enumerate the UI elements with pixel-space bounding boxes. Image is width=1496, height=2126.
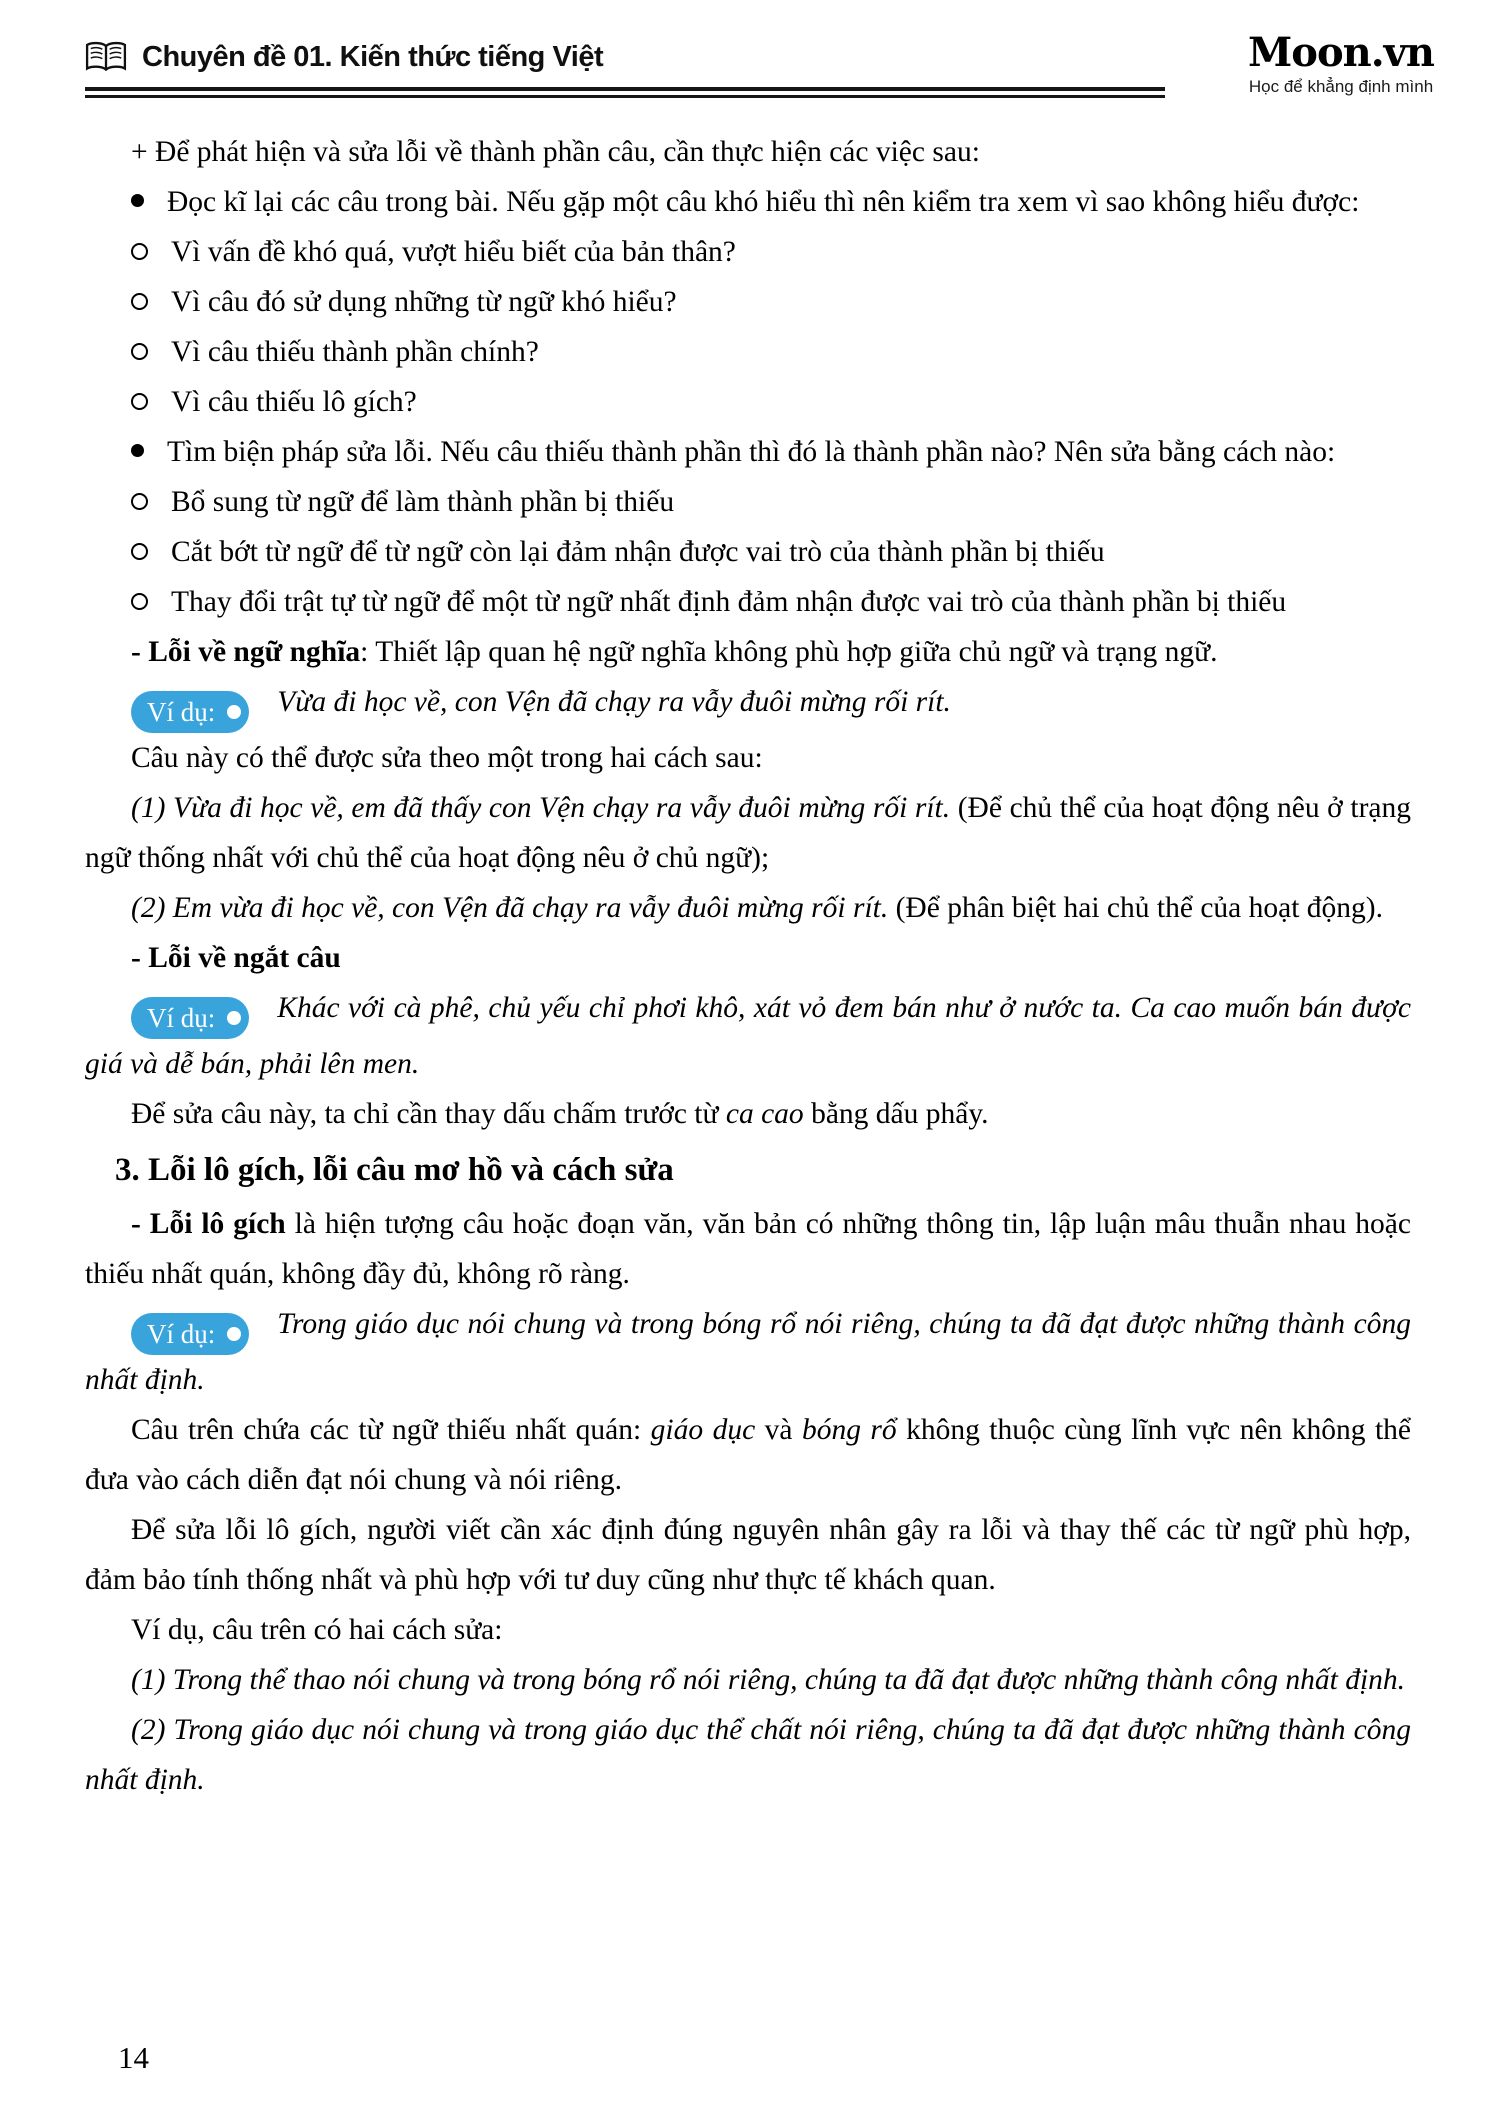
example-badge-label: Ví dụ: <box>147 1319 216 1349</box>
paragraph-text: bằng dấu phẩy. <box>803 1098 989 1130</box>
fix-sentence: (1) Trong thể thao nói chung và trong bóng rổ nói riêng, chúng ta đã đạt được những thành công nhất định. <box>131 1664 1406 1696</box>
definition-term: - Lỗi lô gích <box>131 1208 286 1240</box>
paragraph-text: Vì câu đó sử dụng những từ ngữ khó hiểu? <box>171 286 677 318</box>
example-badge <box>131 691 249 733</box>
circle-bullet-icon <box>131 343 148 360</box>
body-paragraph <box>85 1705 1411 1805</box>
example-text: Khác với cà phê, chủ yếu chỉ phơi khô, xát vỏ đem bán như ở nước ta. Ca cao muốn bán được giá và dễ bán, phải lên men. <box>85 992 1411 1080</box>
body-paragraph <box>85 1089 1411 1139</box>
definition-paragraph <box>85 933 1411 983</box>
fix-sentence: (2) Em vừa đi học về, con Vện đã chạy ra vẫy đuôi mừng rối rít. <box>131 892 889 924</box>
sub-bullet-item <box>85 577 1411 627</box>
paragraph-text: Đọc kĩ lại các câu trong bài. Nếu gặp một câu khó hiểu thì nên kiểm tra xem vì sao không hiểu được: <box>167 186 1360 218</box>
page-header <box>85 29 1434 98</box>
emphasized-term: ca cao <box>725 1098 804 1130</box>
circle-bullet-icon <box>131 243 148 260</box>
paragraph-text: Vì vấn đề khó quá, vượt hiểu biết của bản thân? <box>171 236 736 268</box>
paragraph-text: Tìm biện pháp sửa lỗi. Nếu câu thiếu thành phần thì đó là thành phần nào? Nên sửa bằng cách nào: <box>167 436 1336 468</box>
sub-bullet-item <box>85 377 1411 427</box>
paragraph-text: Ví dụ, câu trên có hai cách sửa: <box>131 1614 503 1646</box>
paragraph-text: Cắt bớt từ ngữ để từ ngữ còn lại đảm nhận được vai trò của thành phần bị thiếu <box>171 536 1105 568</box>
paragraph-text: Vì câu thiếu lô gích? <box>171 386 417 418</box>
example-badge-label: Ví dụ: <box>147 1003 216 1033</box>
section-heading <box>85 1142 1411 1198</box>
bullet-icon <box>131 444 144 457</box>
brand-logo <box>1248 29 1434 97</box>
open-book-icon <box>85 40 127 74</box>
logo-text: Moon.vn <box>1248 29 1434 76</box>
paragraph-text: + Để phát hiện và sửa lỗi về thành phần câu, cần thực hiện các việc sau: <box>131 136 980 168</box>
emphasized-term: bóng rổ <box>801 1414 897 1446</box>
definition-paragraph <box>85 627 1411 677</box>
example-badge <box>131 997 249 1039</box>
intro-paragraph <box>85 127 1411 177</box>
header-divider <box>85 87 1165 98</box>
emphasized-term: giáo dục <box>650 1414 756 1446</box>
paragraph-text: là hiện tượng câu hoặc đoạn văn, văn bản có những thông tin, lập luận mâu thuẫn nhau hoặc thiếu nhất quán, không đầy đủ, không rõ ràng. <box>85 1208 1411 1290</box>
example-text: Trong giáo dục nói chung và trong bóng rổ nói riêng, chúng ta đã đạt được những thành công nhất định. <box>85 1308 1411 1396</box>
example-text: Vừa đi học về, con Vện đã chạy ra vẫy đuôi mừng rối rít. <box>277 686 951 718</box>
paragraph-text: không thuộc cùng lĩnh vực nên không thể đưa vào cách diễn đạt nói chung và nói riêng. <box>85 1414 1412 1496</box>
body-paragraph <box>85 1505 1411 1605</box>
section-heading-text: 3. Lỗi lô gích, lỗi câu mơ hồ và cách sửa <box>115 1152 674 1188</box>
body-paragraph <box>85 1405 1411 1505</box>
paragraph-text: Vì câu thiếu thành phần chính? <box>171 336 539 368</box>
circle-bullet-icon <box>131 493 148 510</box>
chapter-title: Chuyên đề 01. Kiến thức tiếng Việt <box>142 40 604 73</box>
definition-term: - Lỗi về ngữ nghĩa <box>131 636 361 668</box>
example-badge-label: Ví dụ: <box>147 697 216 727</box>
paragraph-text: (Để phân biệt hai chủ thể của hoạt động). <box>888 892 1383 924</box>
paragraph-text: Câu trên chứa các từ ngữ thiếu nhất quán: <box>131 1414 651 1446</box>
paragraph-text: (Để chủ thể của hoạt động nêu ở trạng ngữ thống nhất với chủ thể của hoạt động nêu ở chủ ngữ); <box>85 792 1411 874</box>
example-paragraph <box>85 677 1411 733</box>
badge-dot-icon <box>227 1011 241 1025</box>
sub-bullet-item <box>85 527 1411 577</box>
fix-sentence: (2) Trong giáo dục nói chung và trong giáo dục thể chất nói riêng, chúng ta đã đạt được những thành công nhất định. <box>85 1714 1411 1796</box>
chapter-header <box>85 40 1434 74</box>
page-number: 14 <box>118 2040 149 2075</box>
paragraph-text: Câu này có thể được sửa theo một trong hai cách sau: <box>131 742 763 774</box>
circle-bullet-icon <box>131 293 148 310</box>
definition-paragraph <box>85 1199 1411 1299</box>
example-badge <box>131 1313 249 1355</box>
bullet-item <box>85 177 1411 227</box>
paragraph-text: Thay đổi trật tự từ ngữ để một từ ngữ nhất định đảm nhận được vai trò của thành phần bị thiếu <box>171 586 1287 618</box>
paragraph-text: Bổ sung từ ngữ để làm thành phần bị thiếu <box>171 486 675 518</box>
paragraph-text: Để sửa lỗi lô gích, người viết cần xác định đúng nguyên nhân gây ra lỗi và thay thế các từ ngữ phù hợp, đảm bảo tính thống nhất và phù hợp với tư duy cũng như thực tế khách quan. <box>85 1514 1411 1596</box>
logo-tagline: Học để khẳng định mình <box>1248 77 1434 96</box>
paragraph-text: và <box>755 1414 802 1446</box>
example-paragraph <box>85 983 1411 1089</box>
body-paragraph <box>85 883 1411 933</box>
bullet-item <box>85 427 1411 477</box>
body-paragraph <box>85 1605 1411 1655</box>
sub-bullet-item <box>85 277 1411 327</box>
definition-term: - Lỗi về ngắt câu <box>131 942 341 974</box>
body-paragraph <box>85 783 1411 883</box>
example-paragraph <box>85 1299 1411 1405</box>
paragraph-text: Để sửa câu này, ta chỉ cần thay dấu chấm trước từ <box>131 1098 726 1130</box>
circle-bullet-icon <box>131 593 148 610</box>
circle-bullet-icon <box>131 393 148 410</box>
paragraph-text: : Thiết lập quan hệ ngữ nghĩa không phù hợp giữa chủ ngữ và trạng ngữ. <box>360 636 1218 668</box>
sub-bullet-item <box>85 477 1411 527</box>
body-paragraph <box>85 1655 1411 1705</box>
bullet-icon <box>131 194 144 207</box>
sub-bullet-item <box>85 227 1411 277</box>
sub-bullet-item <box>85 327 1411 377</box>
circle-bullet-icon <box>131 543 148 560</box>
body-paragraph <box>85 733 1411 783</box>
badge-dot-icon <box>227 1327 241 1341</box>
fix-sentence: (1) Vừa đi học về, em đã thấy con Vện chạy ra vẫy đuôi mừng rối rít. <box>131 792 951 824</box>
page-content <box>85 127 1411 1805</box>
badge-dot-icon <box>227 705 241 719</box>
